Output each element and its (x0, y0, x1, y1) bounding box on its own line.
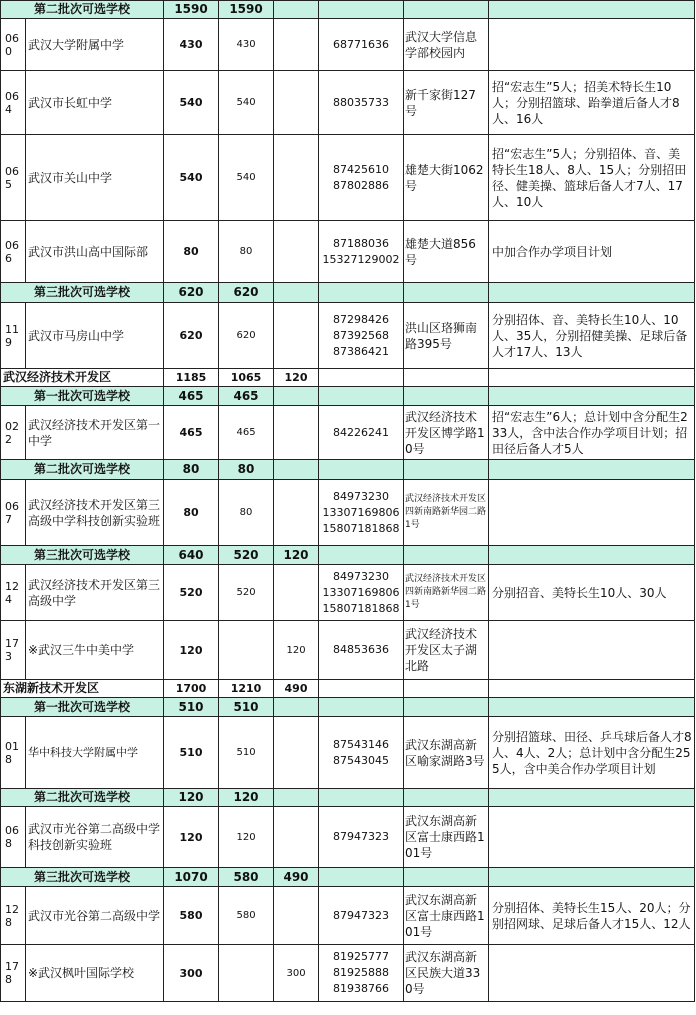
plan-total: 1185 (164, 369, 219, 387)
batch-label: 第二批次可选学校 (1, 1, 164, 19)
school-code: 060 (1, 19, 26, 71)
district-label: 东湖新技术开发区 (1, 680, 164, 698)
phone-number: 87947323 (333, 830, 390, 843)
phone-cell (319, 369, 404, 387)
plan-public: 1065 (219, 369, 274, 387)
admission-remark (489, 621, 695, 680)
plan-public (219, 621, 274, 680)
phone-numbers (319, 565, 404, 621)
phone-number: 87188036 (333, 236, 390, 250)
plan-public: 580 (219, 868, 274, 887)
remark-cell (489, 789, 695, 807)
phone-number: 13307169806 (322, 585, 400, 599)
phone-numbers (319, 406, 404, 460)
plan-public: 1210 (219, 680, 274, 698)
plan-private: 120 (274, 369, 319, 387)
plan-private (274, 717, 319, 789)
plan-public: 580 (219, 887, 274, 945)
phone-number: 87386421 (333, 344, 390, 358)
batch-header-row (1, 868, 695, 887)
plan-public: 620 (219, 283, 274, 303)
plan-private: 300 (274, 945, 319, 1002)
plan-total: 520 (164, 565, 219, 621)
batch-header-row (1, 460, 695, 480)
school-code: 068 (1, 807, 26, 868)
plan-total: 580 (164, 887, 219, 945)
school-name: ※武汉枫叶国际学校 (26, 945, 164, 1002)
plan-public: 540 (219, 71, 274, 135)
school-name: ※武汉三牛中美中学 (26, 621, 164, 680)
plan-total: 300 (164, 945, 219, 1002)
remark-cell (489, 698, 695, 717)
school-address: 雄楚大道856号 (404, 221, 489, 283)
plan-public: 510 (219, 698, 274, 717)
address-cell (404, 283, 489, 303)
school-address: 武汉东湖高新区富士康西路101号 (404, 807, 489, 868)
phone-number: 68771636 (333, 37, 390, 51)
remark-cell (489, 283, 695, 303)
school-address: 洪山区珞狮南路395号 (404, 303, 489, 369)
plan-private (274, 19, 319, 71)
plan-private (274, 807, 319, 868)
school-row (1, 221, 695, 283)
plan-total: 540 (164, 135, 219, 221)
school-name: 武汉市关山中学 (26, 135, 164, 221)
phone-number: 87425610 (333, 162, 390, 176)
admission-remark: 招“宏志生”6人；总计划中含分配生233人，含中法合作办学项目计划；招田径后备人才5人 (489, 406, 695, 460)
phone-cell (319, 789, 404, 807)
plan-total: 540 (164, 71, 219, 135)
school-code: 022 (1, 406, 26, 460)
plan-private (274, 460, 319, 480)
batch-header-row (1, 283, 695, 303)
phone-numbers (319, 303, 404, 369)
school-address: 武汉经济技术开发区四新南路新华园二路1号 (404, 480, 489, 546)
phone-numbers (319, 717, 404, 789)
school-code: 064 (1, 71, 26, 135)
school-row (1, 887, 695, 945)
school-code: 065 (1, 135, 26, 221)
plan-private: 120 (274, 546, 319, 565)
plan-private (274, 303, 319, 369)
remark-cell (489, 680, 695, 698)
school-address: 武汉经济技术开发区四新南路新华园二路1号 (404, 565, 489, 621)
school-row (1, 135, 695, 221)
batch-header-row (1, 698, 695, 717)
batch-header-row (1, 546, 695, 565)
plan-private (274, 387, 319, 406)
remark-cell (489, 369, 695, 387)
school-address: 武汉大学信息学部校园内 (404, 19, 489, 71)
plan-total: 620 (164, 303, 219, 369)
school-row (1, 807, 695, 868)
school-address: 武汉经济技术开发区博学路10号 (404, 406, 489, 460)
admission-remark (489, 480, 695, 546)
district-header-row (1, 680, 695, 698)
phone-number: 15327129002 (322, 252, 400, 266)
plan-public: 520 (219, 565, 274, 621)
remark-cell (489, 1, 695, 19)
plan-public: 540 (219, 135, 274, 221)
school-name: 武汉市马房山中学 (26, 303, 164, 369)
batch-label: 第三批次可选学校 (1, 546, 164, 565)
phone-number: 15807181868 (322, 521, 400, 535)
phone-cell (319, 1, 404, 19)
school-code: 018 (1, 717, 26, 789)
plan-total: 1070 (164, 868, 219, 887)
plan-private (274, 887, 319, 945)
phone-cell (319, 460, 404, 480)
remark-cell (489, 460, 695, 480)
remark-cell (489, 546, 695, 565)
plan-private (274, 1, 319, 19)
batch-label: 第二批次可选学校 (1, 460, 164, 480)
school-row (1, 303, 695, 369)
school-row (1, 19, 695, 71)
admission-remark: 分别招音、美特长生10人、30人 (489, 565, 695, 621)
plan-public: 120 (219, 807, 274, 868)
admission-remark: 招“宏志生”5人；招美术特长生10人；分别招篮球、跆拳道后备人才8人、16人 (489, 71, 695, 135)
plan-private (274, 789, 319, 807)
address-cell (404, 546, 489, 565)
school-address: 新千家街127号 (404, 71, 489, 135)
school-name: 武汉大学附属中学 (26, 19, 164, 71)
plan-total: 640 (164, 546, 219, 565)
admission-remark: 招“宏志生”5人；分别招体、音、美特长生18人、8人、15人；分别招田径、健美操、篮球后备人才7人、17人、10人 (489, 135, 695, 221)
admission-remark: 分别招篮球、田径、乒乓球后备人才8人、4人、2人；总计划中含分配生255人，含中美合作办学项目计划 (489, 717, 695, 789)
school-address: 武汉东湖高新区富士康西路101号 (404, 887, 489, 945)
address-cell (404, 789, 489, 807)
plan-total: 620 (164, 283, 219, 303)
school-address: 雄楚大街1062号 (404, 135, 489, 221)
phone-cell (319, 680, 404, 698)
address-cell (404, 698, 489, 717)
plan-total: 120 (164, 621, 219, 680)
phone-numbers (319, 621, 404, 680)
remark-cell (489, 868, 695, 887)
school-address: 武汉经济技术开发区太子湖北路 (404, 621, 489, 680)
district-header-row (1, 369, 695, 387)
admission-remark (489, 945, 695, 1002)
address-cell (404, 868, 489, 887)
plan-total: 1590 (164, 1, 219, 19)
plan-public: 1590 (219, 1, 274, 19)
phone-numbers (319, 71, 404, 135)
plan-total: 1700 (164, 680, 219, 698)
address-cell (404, 1, 489, 19)
phone-number: 81925888 (333, 966, 390, 979)
address-cell (404, 460, 489, 480)
plan-private: 490 (274, 680, 319, 698)
plan-total: 80 (164, 221, 219, 283)
district-label: 武汉经济技术开发区 (1, 369, 164, 387)
phone-number: 88035733 (333, 95, 390, 109)
plan-total: 465 (164, 406, 219, 460)
batch-label: 第三批次可选学校 (1, 283, 164, 303)
address-cell (404, 387, 489, 406)
plan-public: 430 (219, 19, 274, 71)
phone-number: 87543146 (333, 737, 390, 751)
plan-private (274, 221, 319, 283)
phone-cell (319, 698, 404, 717)
plan-private (274, 71, 319, 135)
phone-number: 84973230 (333, 569, 390, 583)
school-code: 066 (1, 221, 26, 283)
phone-numbers (319, 887, 404, 945)
plan-private: 120 (274, 621, 319, 680)
school-name: 武汉市长虹中学 (26, 71, 164, 135)
phone-numbers (319, 945, 404, 1002)
school-row (1, 71, 695, 135)
phone-number: 84973230 (333, 489, 390, 503)
admission-remark (489, 807, 695, 868)
school-row (1, 406, 695, 460)
phone-number: 84853636 (333, 643, 390, 656)
plan-public: 520 (219, 546, 274, 565)
school-name: 武汉经济技术开发区第一中学 (26, 406, 164, 460)
phone-number: 87392568 (333, 328, 390, 342)
school-name: 武汉市光谷第二高级中学 (26, 887, 164, 945)
phone-number: 81925777 (333, 950, 390, 963)
phone-number: 13307169806 (322, 505, 400, 519)
plan-total: 465 (164, 387, 219, 406)
plan-public: 80 (219, 221, 274, 283)
plan-total: 80 (164, 480, 219, 546)
plan-private (274, 406, 319, 460)
phone-number: 87947323 (333, 908, 390, 922)
plan-private (274, 135, 319, 221)
plan-public: 120 (219, 789, 274, 807)
phone-number: 84226241 (333, 425, 390, 439)
batch-label: 第一批次可选学校 (1, 387, 164, 406)
plan-public: 465 (219, 406, 274, 460)
phone-number: 87802886 (333, 178, 390, 192)
phone-cell (319, 387, 404, 406)
school-code: 173 (1, 621, 26, 680)
plan-public: 80 (219, 480, 274, 546)
phone-number: 87543045 (333, 753, 390, 767)
phone-number: 15807181868 (322, 601, 400, 615)
phone-cell (319, 546, 404, 565)
school-row (1, 480, 695, 546)
plan-private (274, 283, 319, 303)
phone-numbers (319, 135, 404, 221)
plan-public: 620 (219, 303, 274, 369)
school-code: 124 (1, 565, 26, 621)
remark-cell (489, 387, 695, 406)
batch-label: 第三批次可选学校 (1, 868, 164, 887)
school-name: 武汉市光谷第二高级中学科技创新实验班 (26, 807, 164, 868)
school-address: 武汉东湖高新区喻家湖路3号 (404, 717, 489, 789)
address-cell (404, 369, 489, 387)
phone-numbers (319, 19, 404, 71)
plan-total: 430 (164, 19, 219, 71)
plan-private (274, 480, 319, 546)
plan-total: 510 (164, 717, 219, 789)
school-name: 武汉经济技术开发区第三高级中学 (26, 565, 164, 621)
plan-public: 80 (219, 460, 274, 480)
school-code: 128 (1, 887, 26, 945)
school-name: 武汉经济技术开发区第三高级中学科技创新实验班 (26, 480, 164, 546)
batch-header-row (1, 1, 695, 19)
phone-cell (319, 868, 404, 887)
plan-private (274, 698, 319, 717)
school-address: 武汉东湖高新区民族大道330号 (404, 945, 489, 1002)
plan-private: 490 (274, 868, 319, 887)
school-row (1, 565, 695, 621)
phone-numbers (319, 480, 404, 546)
plan-total: 510 (164, 698, 219, 717)
plan-total: 120 (164, 807, 219, 868)
address-cell (404, 680, 489, 698)
plan-public: 510 (219, 717, 274, 789)
plan-public: 465 (219, 387, 274, 406)
school-row (1, 717, 695, 789)
school-code: 067 (1, 480, 26, 546)
batch-header-row (1, 789, 695, 807)
admission-remark: 分别招体、美特长生15人、20人；分别招网球、足球后备人才15人、12人 (489, 887, 695, 945)
phone-numbers (319, 221, 404, 283)
phone-number: 87298426 (333, 312, 390, 326)
admission-remark: 中加合作办学项目计划 (489, 221, 695, 283)
phone-numbers (319, 807, 404, 868)
school-code: 178 (1, 945, 26, 1002)
school-row (1, 945, 695, 1002)
plan-private (274, 565, 319, 621)
phone-number: 81938766 (333, 982, 390, 995)
plan-public (219, 945, 274, 1002)
school-code: 119 (1, 303, 26, 369)
school-row (1, 621, 695, 680)
admission-remark: 分别招体、音、美特长生10人、10人、35人，分别招健美操、足球后备人才17人、13人 (489, 303, 695, 369)
batch-label: 第二批次可选学校 (1, 789, 164, 807)
plan-total: 80 (164, 460, 219, 480)
phone-cell (319, 283, 404, 303)
batch-label: 第一批次可选学校 (1, 698, 164, 717)
admission-remark (489, 19, 695, 71)
school-name: 华中科技大学附属中学 (26, 717, 164, 789)
plan-total: 120 (164, 789, 219, 807)
batch-header-row (1, 387, 695, 406)
school-name: 武汉市洪山高中国际部 (26, 221, 164, 283)
table-body (1, 1, 695, 1002)
